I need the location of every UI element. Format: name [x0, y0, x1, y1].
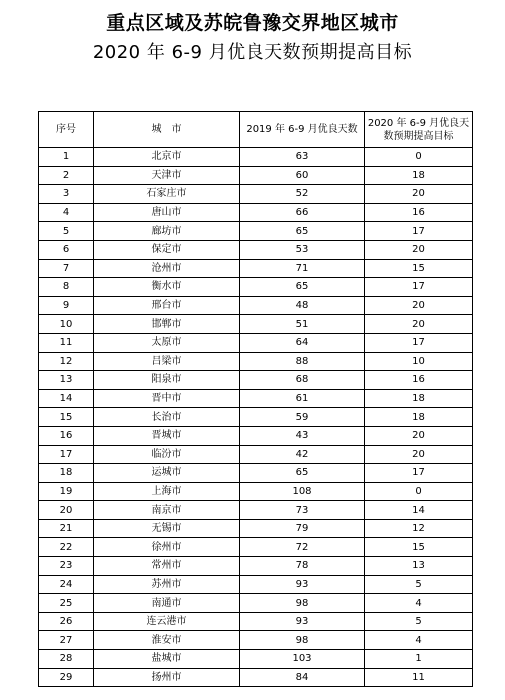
row-city: 上海市: [94, 482, 240, 501]
row-index: 13: [39, 371, 94, 390]
table-row: [39, 352, 473, 371]
row-2019-days: 53: [240, 240, 365, 259]
row-2019-days: 108: [240, 482, 365, 501]
row-2020-target: 4: [365, 594, 473, 613]
row-city: 沧州市: [94, 259, 240, 278]
row-2020-target: 0: [365, 482, 473, 501]
row-2020-target: 14: [365, 501, 473, 520]
row-2020-target: 0: [365, 148, 473, 167]
table-row: [39, 668, 473, 687]
row-2020-target: 15: [365, 538, 473, 557]
row-2019-days: 71: [240, 259, 365, 278]
table-row: [39, 464, 473, 483]
row-city: 无锡市: [94, 519, 240, 538]
row-city: 连云港市: [94, 612, 240, 631]
row-index: 20: [39, 501, 94, 520]
table-row: [39, 482, 473, 501]
row-2019-days: 52: [240, 185, 365, 204]
row-city: 吕梁市: [94, 352, 240, 371]
row-2019-days: 98: [240, 631, 365, 650]
row-2020-target: 17: [365, 278, 473, 297]
table-row: [39, 519, 473, 538]
row-city: 苏州市: [94, 575, 240, 594]
row-2019-days: 78: [240, 557, 365, 576]
row-index: 15: [39, 408, 94, 427]
row-2020-target: 17: [365, 464, 473, 483]
row-city: 衡水市: [94, 278, 240, 297]
row-index: 16: [39, 426, 94, 445]
row-2019-days: 61: [240, 389, 365, 408]
table-row: [39, 557, 473, 576]
row-2019-days: 73: [240, 501, 365, 520]
row-city: 邯郸市: [94, 315, 240, 334]
row-city: 晋中市: [94, 389, 240, 408]
row-2019-days: 64: [240, 333, 365, 352]
row-city: 扬州市: [94, 668, 240, 687]
targets-table: [38, 111, 473, 687]
row-city: 太原市: [94, 333, 240, 352]
row-city: 唐山市: [94, 203, 240, 222]
table-row: [39, 203, 473, 222]
row-city: 长治市: [94, 408, 240, 427]
table-row: [39, 315, 473, 334]
row-2019-days: 48: [240, 296, 365, 315]
row-index: 2: [39, 166, 94, 185]
row-2020-target: 15: [365, 259, 473, 278]
row-2019-days: 103: [240, 650, 365, 669]
row-index: 7: [39, 259, 94, 278]
row-2020-target: 18: [365, 408, 473, 427]
row-index: 25: [39, 594, 94, 613]
row-2019-days: 84: [240, 668, 365, 687]
row-2020-target: 20: [365, 315, 473, 334]
row-index: 12: [39, 352, 94, 371]
row-2020-target: 20: [365, 185, 473, 204]
row-2019-days: 66: [240, 203, 365, 222]
row-index: 9: [39, 296, 94, 315]
row-city: 临汾市: [94, 445, 240, 464]
row-2019-days: 51: [240, 315, 365, 334]
row-city: 石家庄市: [94, 185, 240, 204]
row-index: 29: [39, 668, 94, 687]
header-2019-days: 2019 年 6-9 月优良天数: [240, 112, 365, 148]
row-city: 南通市: [94, 594, 240, 613]
row-index: 17: [39, 445, 94, 464]
table-row: [39, 575, 473, 594]
row-2020-target: 18: [365, 389, 473, 408]
row-index: 14: [39, 389, 94, 408]
row-2020-target: 20: [365, 426, 473, 445]
row-city: 晋城市: [94, 426, 240, 445]
table-row: [39, 296, 473, 315]
row-city: 淮安市: [94, 631, 240, 650]
table-row: [39, 631, 473, 650]
row-city: 南京市: [94, 501, 240, 520]
row-index: 19: [39, 482, 94, 501]
row-city: 徐州市: [94, 538, 240, 557]
row-index: 28: [39, 650, 94, 669]
row-2019-days: 60: [240, 166, 365, 185]
table-header-row: [39, 112, 473, 148]
row-2020-target: 20: [365, 296, 473, 315]
row-2019-days: 93: [240, 612, 365, 631]
row-index: 6: [39, 240, 94, 259]
table-row: [39, 594, 473, 613]
table-row: [39, 389, 473, 408]
row-2020-target: 16: [365, 371, 473, 390]
row-index: 21: [39, 519, 94, 538]
row-2020-target: 16: [365, 203, 473, 222]
row-index: 3: [39, 185, 94, 204]
row-2020-target: 18: [365, 166, 473, 185]
row-index: 4: [39, 203, 94, 222]
row-2019-days: 98: [240, 594, 365, 613]
row-2020-target: 5: [365, 612, 473, 631]
row-2020-target: 10: [365, 352, 473, 371]
header-index: 序号: [39, 112, 94, 148]
table-row: [39, 538, 473, 557]
row-index: 22: [39, 538, 94, 557]
row-2019-days: 43: [240, 426, 365, 445]
row-2019-days: 93: [240, 575, 365, 594]
row-index: 24: [39, 575, 94, 594]
row-index: 11: [39, 333, 94, 352]
row-2020-target: 17: [365, 333, 473, 352]
table-row: [39, 501, 473, 520]
table-row: [39, 259, 473, 278]
row-index: 8: [39, 278, 94, 297]
row-2019-days: 68: [240, 371, 365, 390]
row-2020-target: 5: [365, 575, 473, 594]
table-row: [39, 333, 473, 352]
table-body: [39, 148, 473, 687]
row-2020-target: 1: [365, 650, 473, 669]
title-line-2: 2020 年 6-9 月优良天数预期提高目标: [92, 42, 413, 63]
row-2020-target: 17: [365, 222, 473, 241]
table-row: [39, 185, 473, 204]
table-row: [39, 445, 473, 464]
row-city: 廊坊市: [94, 222, 240, 241]
row-city: 运城市: [94, 464, 240, 483]
row-2020-target: 12: [365, 519, 473, 538]
table-row: [39, 148, 473, 167]
row-index: 5: [39, 222, 94, 241]
row-city: 邢台市: [94, 296, 240, 315]
table-row: [39, 371, 473, 390]
row-city: 盐城市: [94, 650, 240, 669]
header-city: 城 市: [94, 112, 240, 148]
row-index: 1: [39, 148, 94, 167]
row-2019-days: 88: [240, 352, 365, 371]
table-row: [39, 426, 473, 445]
row-2019-days: 42: [240, 445, 365, 464]
table-row: [39, 408, 473, 427]
row-2019-days: 65: [240, 278, 365, 297]
table-row: [39, 240, 473, 259]
document-title: [0, 8, 505, 68]
row-2019-days: 65: [240, 464, 365, 483]
header-2020-target: 2020 年 6-9 月优良天数预期提高目标: [365, 112, 473, 148]
row-index: 26: [39, 612, 94, 631]
row-city: 常州市: [94, 557, 240, 576]
row-2019-days: 79: [240, 519, 365, 538]
table-row: [39, 612, 473, 631]
row-2020-target: 20: [365, 445, 473, 464]
row-2019-days: 59: [240, 408, 365, 427]
row-city: 保定市: [94, 240, 240, 259]
table-row: [39, 222, 473, 241]
row-index: 27: [39, 631, 94, 650]
row-2019-days: 72: [240, 538, 365, 557]
row-city: 北京市: [94, 148, 240, 167]
row-index: 18: [39, 464, 94, 483]
table-row: [39, 278, 473, 297]
row-2020-target: 4: [365, 631, 473, 650]
row-2020-target: 13: [365, 557, 473, 576]
row-city: 天津市: [94, 166, 240, 185]
row-2019-days: 63: [240, 148, 365, 167]
row-2020-target: 20: [365, 240, 473, 259]
row-index: 10: [39, 315, 94, 334]
row-index: 23: [39, 557, 94, 576]
row-city: 阳泉市: [94, 371, 240, 390]
row-2019-days: 65: [240, 222, 365, 241]
title-line-1: 重点区域及苏皖鲁豫交界地区城市: [106, 12, 399, 34]
table-row: [39, 650, 473, 669]
table-row: [39, 166, 473, 185]
row-2020-target: 11: [365, 668, 473, 687]
